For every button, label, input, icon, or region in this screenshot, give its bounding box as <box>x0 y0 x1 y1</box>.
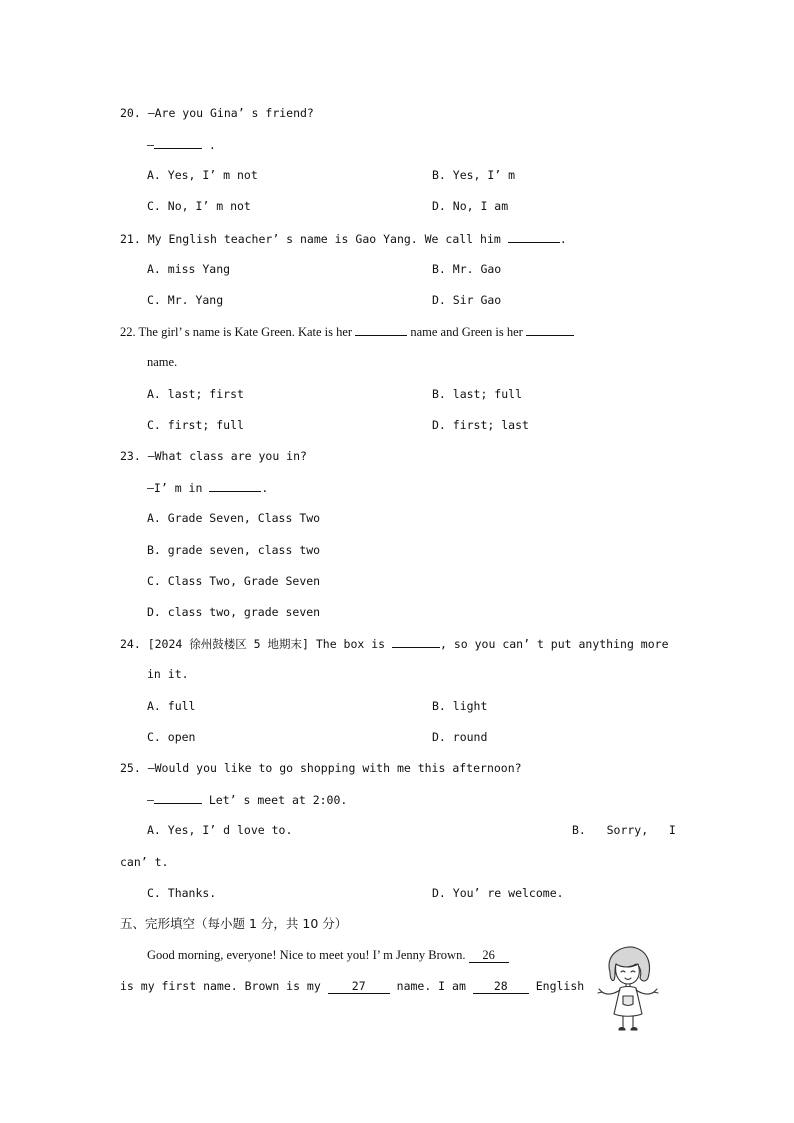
q20-reply <box>147 136 216 153</box>
passage-line-2 <box>120 978 584 994</box>
q23-reply-suffix: . <box>261 481 269 495</box>
q22-stem-b: name and Green is her <box>407 325 526 339</box>
q21-option-c: C. Mr. Yang <box>147 293 224 307</box>
q25-reply-suffix: Let’ s meet at 2:00. <box>201 793 348 807</box>
q24-blank <box>392 635 440 648</box>
q20-option-d: D. No, I am <box>432 199 509 213</box>
q22-stem <box>120 323 574 340</box>
q20-option-c: C. No, I’ m not <box>147 199 251 213</box>
q24-stem <box>120 635 669 652</box>
blank-26: 26 <box>469 948 509 963</box>
q25-option-b: B. Sorry, I <box>572 823 676 837</box>
passage-text-2a: is my first name. Brown is my <box>120 979 328 993</box>
q20-blank <box>154 136 202 149</box>
q23-option-b: B. grade seven, class two <box>147 543 321 557</box>
q22-option-c: C. first; full <box>147 418 244 432</box>
q24-stem-b: , so you can’ t put anything more <box>440 637 669 651</box>
q21-blank <box>508 230 560 243</box>
q23-option-a: A. Grade Seven, Class Two <box>147 511 321 525</box>
q22-stem-a: 22. The girl’ s name is Kate Green. Kate is her <box>120 325 356 339</box>
q25-option-c: C. Thanks. <box>147 886 217 900</box>
q23-reply <box>147 479 268 496</box>
q20-option-a: A. Yes, I’ m not <box>147 168 258 182</box>
q20-stem: 20. —Are you Gina’ s friend? <box>120 106 314 120</box>
girl-illustration <box>596 942 660 1038</box>
q24-stem-a: 24. [2024 徐州鼓楼区 5 地期末] The box is <box>120 637 393 651</box>
q22-blank-2 <box>526 323 574 336</box>
q25-option-b-cont: can’ t. <box>120 855 169 869</box>
blank-27: 27 <box>328 979 390 994</box>
section5-heading: 五、完形填空（每小题 1 分，共 10 分） <box>120 916 348 931</box>
q22-option-a: A. last; first <box>147 387 244 401</box>
q24-option-c: C. open <box>147 730 196 744</box>
passage-text-2b: name. I am <box>389 979 473 993</box>
passage-line-1 <box>147 947 509 963</box>
q20-reply-suffix: . <box>201 138 216 152</box>
q23-blank <box>209 479 261 492</box>
q25-stem: 25. —Would you like to go shopping with me this afternoon? <box>120 761 522 775</box>
q25-option-a: A. Yes, I’ d love to. <box>147 823 293 837</box>
q23-reply-prefix: —I’ m in <box>147 481 210 495</box>
q20-option-b: B. Yes, I’ m <box>432 168 516 182</box>
passage-text-1: Good morning, everyone! Nice to meet you! I’ m Jenny Brown. <box>147 948 469 962</box>
q24-option-b: B. light <box>432 699 488 713</box>
q25-option-d: D. You’ re welcome. <box>432 886 564 900</box>
q22-stem-cont: name. <box>147 355 178 369</box>
q21-stem <box>120 230 567 247</box>
q22-option-d: D. first; last <box>432 418 529 432</box>
q21-option-a: A. miss Yang <box>147 262 231 276</box>
q21-stem-end: . <box>559 232 567 246</box>
q24-option-a: A. full <box>147 699 196 713</box>
q24-option-d: D. round <box>432 730 488 744</box>
q21-option-d: D. Sir Gao <box>432 293 502 307</box>
q25-reply <box>147 791 347 808</box>
q23-option-d: D. class two, grade seven <box>147 605 321 619</box>
q22-option-b: B. last; full <box>432 387 523 401</box>
q21-option-b: B. Mr. Gao <box>432 262 502 276</box>
q24-stem-cont: in it. <box>147 667 189 681</box>
q20-reply-prefix: — <box>147 138 154 152</box>
q25-reply-prefix: — <box>147 793 154 807</box>
passage-text-2c: English <box>528 979 585 993</box>
blank-28: 28 <box>473 979 529 994</box>
q22-blank-1 <box>355 323 407 336</box>
q21-stem-text: 21. My English teacher’ s name is Gao Yang. We call him <box>120 232 508 246</box>
q25-blank <box>154 791 202 804</box>
q23-option-c: C. Class Two, Grade Seven <box>147 574 321 588</box>
q23-stem: 23. —What class are you in? <box>120 449 307 463</box>
